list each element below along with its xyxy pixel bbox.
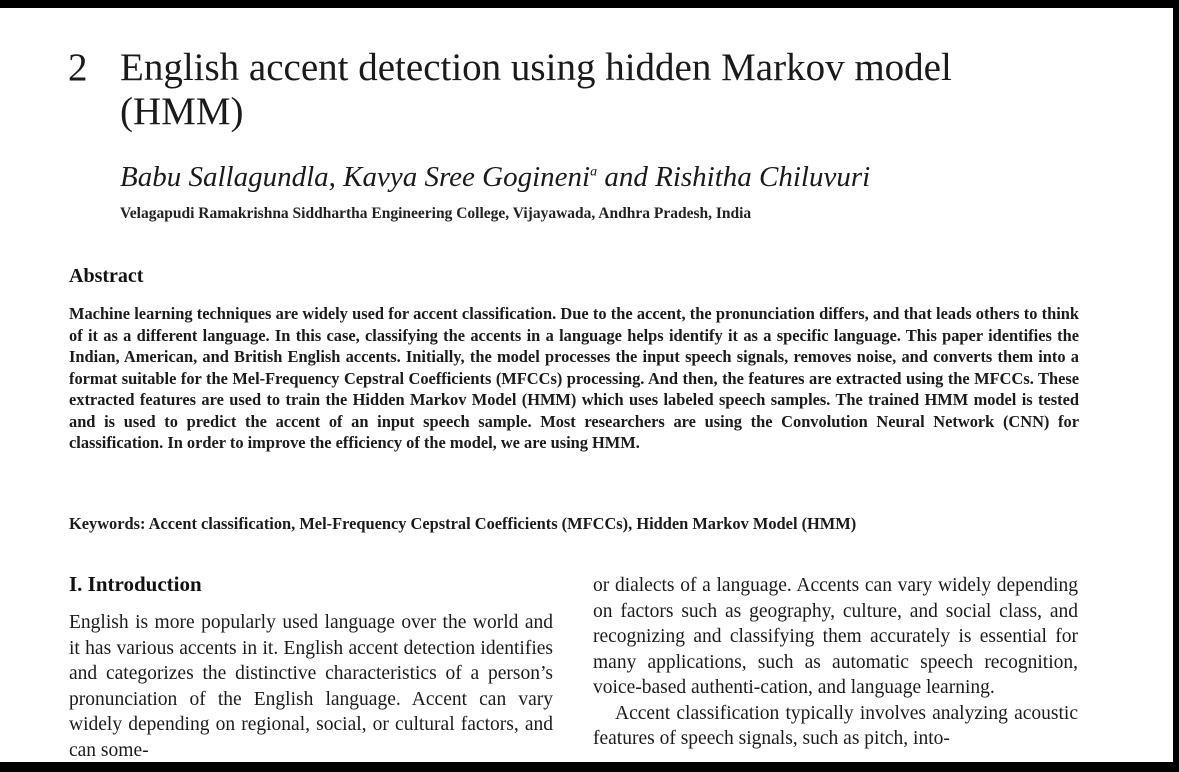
abstract-heading: Abstract bbox=[69, 265, 144, 287]
affiliation: Velagapudi Ramakrishna Siddhartha Engineering College, Vijayawada, Andhra Pradesh, India bbox=[120, 205, 752, 222]
author-list bbox=[120, 160, 870, 194]
introduction-heading: I. Introduction bbox=[69, 572, 202, 596]
author-affiliation-mark: a bbox=[590, 164, 598, 180]
chapter-number: 2 bbox=[68, 46, 88, 89]
introduction-paragraph-continued: or dialects of a language. Accents can vary widely depending on factors such as geography, culture, and social class, and recognizing and classifying them accurately is essential for many applications, such as automatic speech recognition, voice-based authenti-cation, and language learning. bbox=[593, 575, 1078, 698]
introduction-paragraph: English is more popularly used language over the world and it has various accents in it. English accent detection identifies and categorizes the distinctive characteristics of a person’s pronunciation of the English language. Accent can vary widely depending on regional, social, or cultural factors, and can some- bbox=[69, 612, 553, 761]
introduction-left-column bbox=[69, 610, 553, 763]
screen-border-right bbox=[1173, 0, 1179, 772]
chapter-title: English accent detection using hidden Markov model (HMM) bbox=[120, 46, 952, 133]
author-names-continued: and Rishitha Chiluvuri bbox=[597, 161, 871, 193]
introduction-paragraph-next: Accent classification typically involves analyzing acoustic features of speech signals, such as pitch, into- bbox=[593, 702, 1078, 749]
screen-border-bottom bbox=[0, 762, 1179, 772]
author-names: Babu Sallagundla, Kavya Sree Gogineni bbox=[120, 161, 591, 193]
introduction-right-column bbox=[593, 573, 1078, 752]
abstract-text: Machine learning techniques are widely used for accent classification. Due to the accent, the pronunciation differs, and that leads others to think of it as a different language. In this case, classifying the accents in a language helps identify it as a specific language. This paper identifies the Indian, American, and British English accents. Initially, the model processes the input speech signals, removes noise, and converts them into a format suitable for the Mel-Frequency Cepstral Coefficients (MFCCs) processing. And then, the features are extracted using the MFCCs. These extracted features are used to train the Hidden Markov Model (HMM) which uses labeled speech samples. The trained HMM model is tested and is used to predict the accent of an input speech sample. Most researchers are using the Convolution Neural Network (CNN) for classification. In order to improve the efficiency of the model, we are using HMM. bbox=[69, 304, 1079, 452]
keywords-line: Keywords: Accent classification, Mel-Frequency Cepstral Coefficients (MFCCs), Hidden Markov Model (HMM) bbox=[69, 514, 857, 533]
document-page bbox=[0, 8, 1179, 764]
